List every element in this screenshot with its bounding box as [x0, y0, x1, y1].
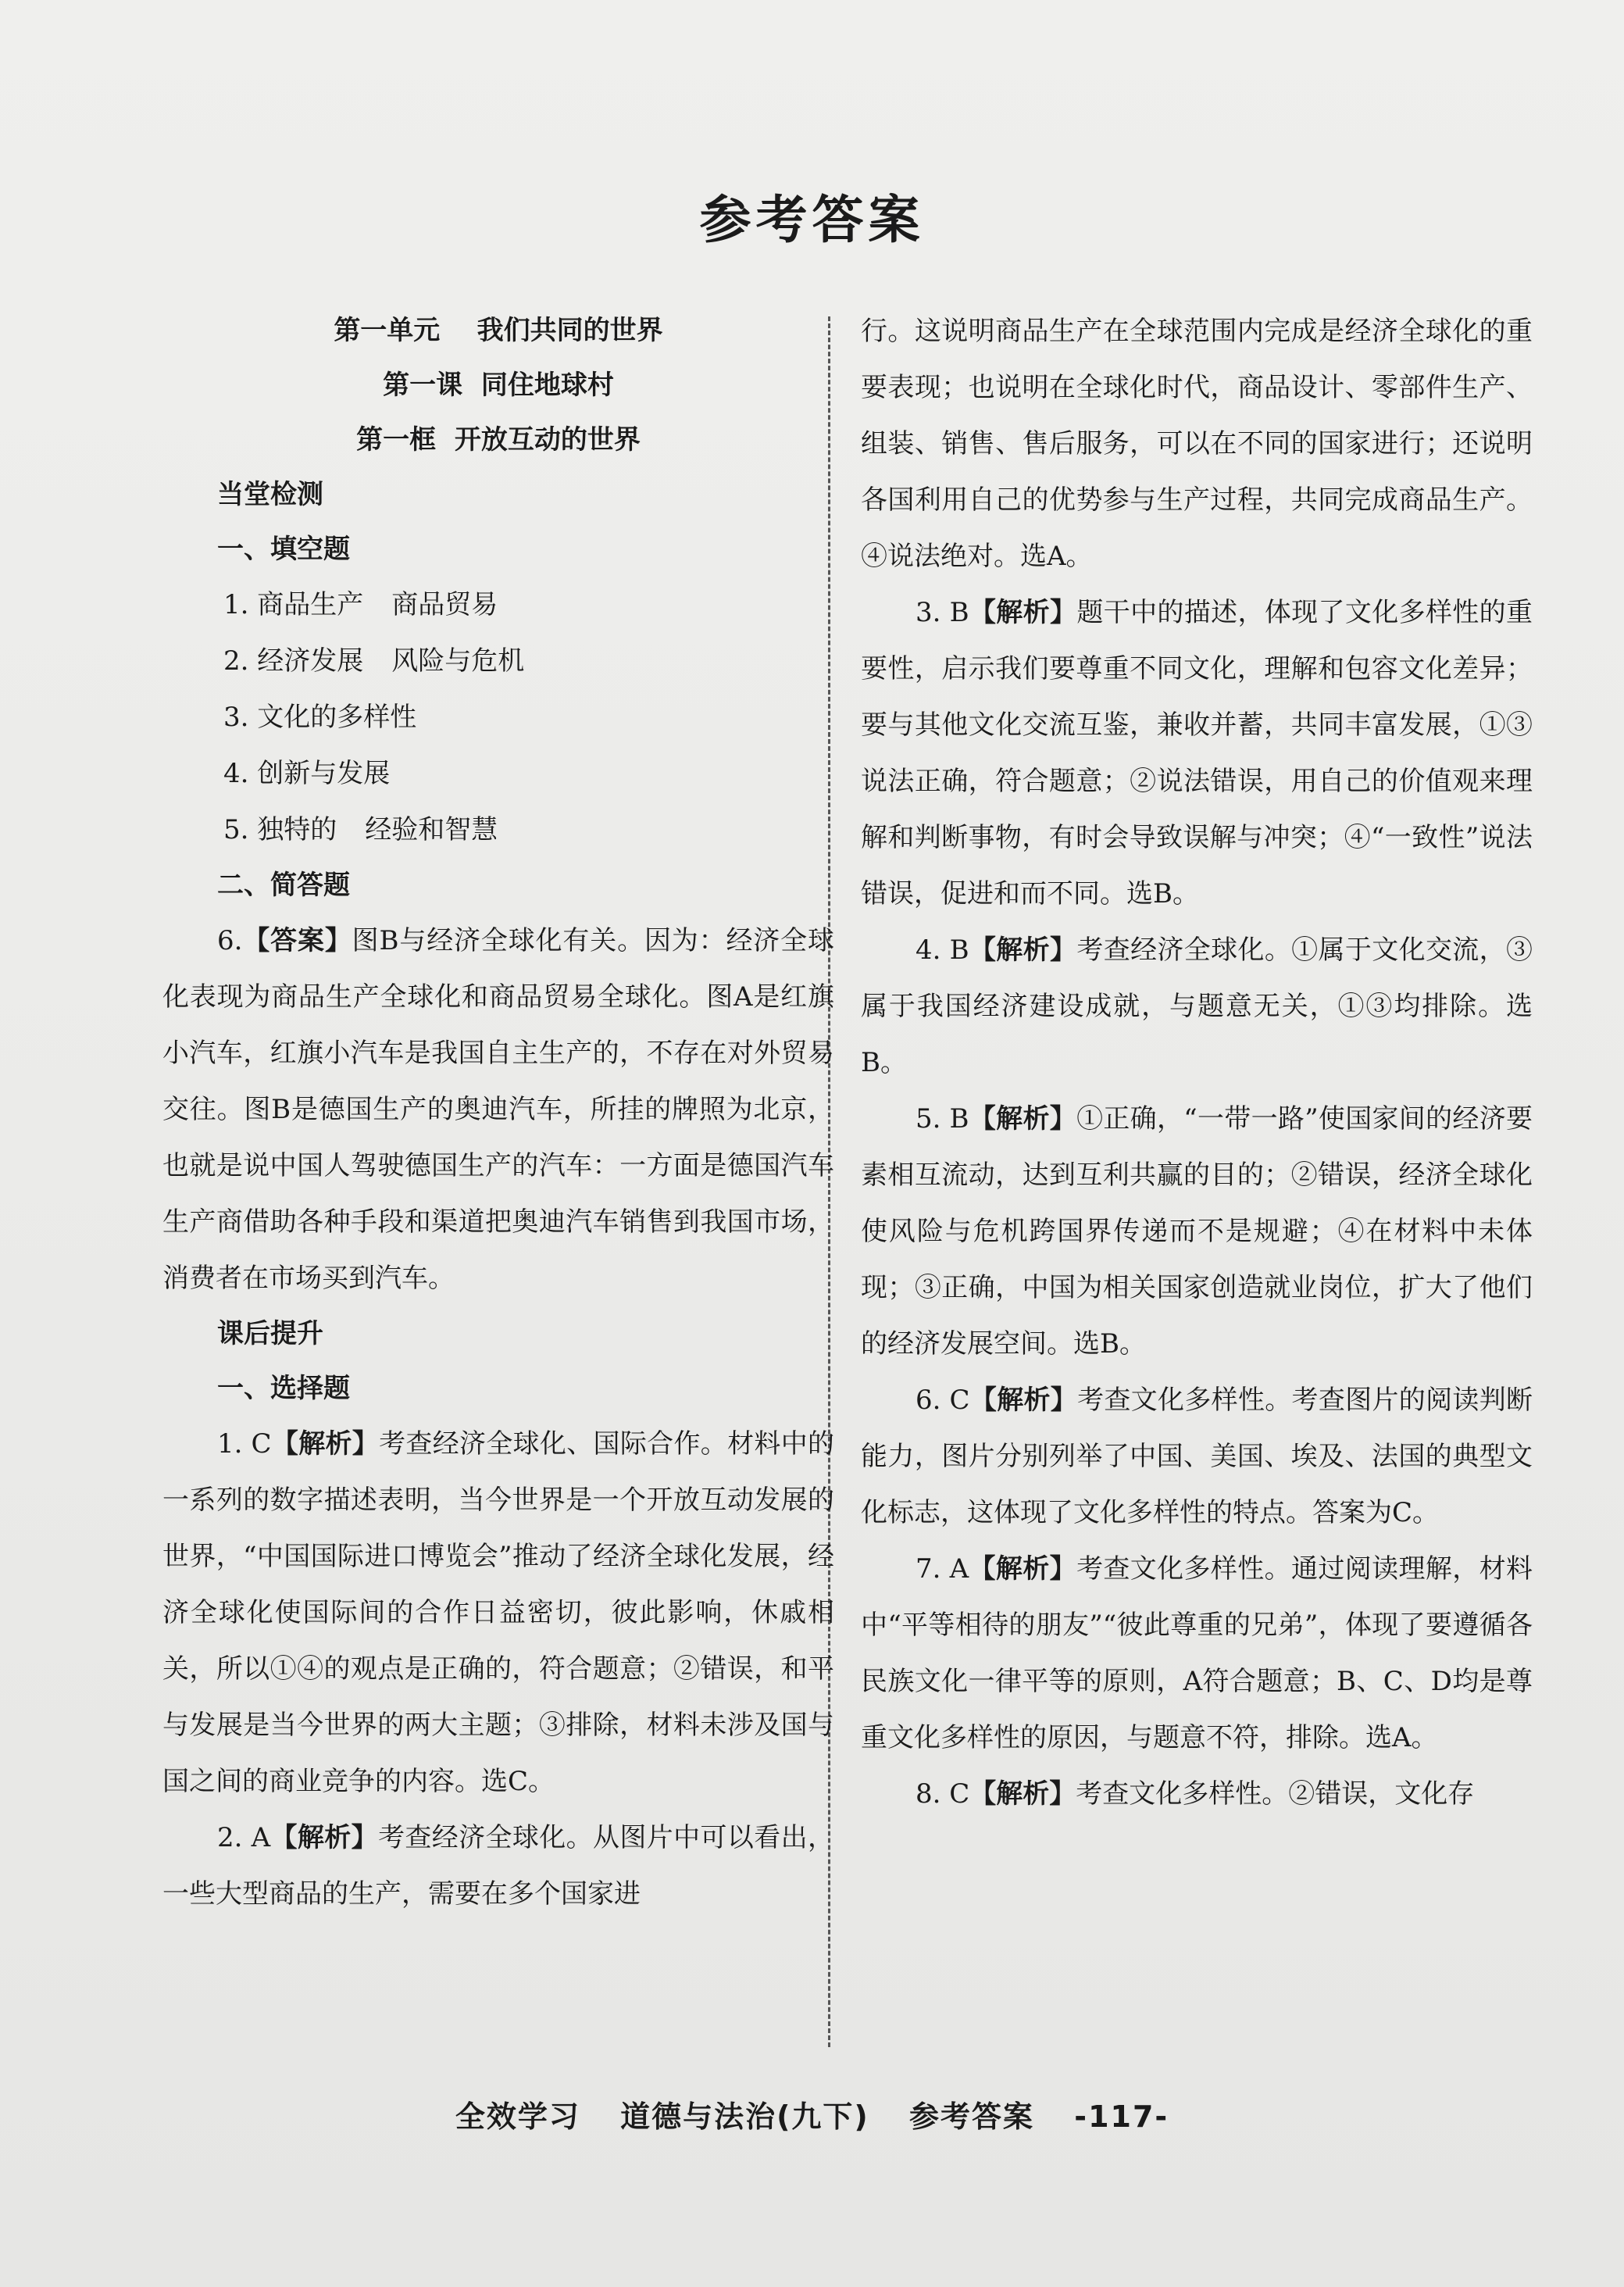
lesson-heading: 第一课 同住地球村: [383, 370, 614, 401]
answer-q2-continued: 行。这说明商品生产在全球范围内完成是经济全球化的重要表现；也说明在全球化时代，商品设计、零部件生产、组装、销售、售后服务，可以在不同的国家进行；还说明各国利用自己的优势参与生产过程，共同完成商品生产。④说法绝对。选A。: [861, 316, 1533, 572]
page-title: 参考答案: [699, 190, 925, 250]
answer-q3: 3. B【解析】题干中的描述，体现了文化多样性的重要性，启示我们要尊重不同文化，理解和包容文化差异；要与其他文化交流互鉴，兼收并蓄，共同丰富发展，①③说法正确，符合题意；②说法错误，用自己的价值观来理解和判断事物，有时会导致误解与冲突；④“一致性”说法错误，促进和而不同。选B。: [861, 597, 1533, 909]
left-column: [162, 303, 834, 1922]
answer-q6: 6.【答案】图B与经济全球化有关。因为：经济全球化表现为商品生产全球化和商品贸易全球化。图A是红旗小汽车，红旗小汽车是我国自主生产的，不存在对外贸易交往。图B是德国生产的奥迪汽车，所挂的牌照为北京，也就是说中国人驾驶德国生产的汽车：一方面是德国汽车生产商借助各种手段和渠道把奥迪汽车销售到我国市场，消费者在市场买到汽车。: [162, 925, 834, 1294]
footer-subject: 道德与法治(九下): [620, 2099, 869, 2134]
choice-heading: 一、选择题: [217, 1373, 350, 1404]
frame-heading: 第一框 开放互动的世界: [356, 424, 641, 456]
answer-q8: 8. C【解析】考查文化多样性。②错误，文化存: [916, 1778, 1475, 1810]
short-answer-heading: 二、简答题: [217, 870, 350, 901]
answer-q2: 2. A【解析】考查经济全球化。从图片中可以看出，一些大型商品的生产，需要在多个国家进: [162, 1822, 835, 1910]
fill-heading: 一、填空题: [217, 534, 350, 565]
answer-q7: 7. A【解析】考查文化多样性。通过阅读理解，材料中“平等相待的朋友”“彼此尊重的兄弟”，体现了要遵循各民族文化一律平等的原则，A符合题意；B、C、D均是尊重文化多样性的原因，与题意不符，排除。选A。: [861, 1553, 1533, 1753]
right-column: [861, 303, 1533, 1822]
answer-q5: 5. B【解析】①正确，“一带一路”使国家间的经济要素相互流动，达到互利共赢的目的；②错误，经济全球化使风险与危机跨国界传递而不是规避；④在材料中未体现；③正确，中国为相关国家创造就业岗位，扩大了他们的经济发展空间。选B。: [861, 1103, 1533, 1360]
fill-answer-5: 5. 独特的 经验和智慧: [223, 814, 498, 845]
answer-q6-choice: 6. C【解析】考查文化多样性。考查图片的阅读判断能力，图片分别列举了中国、美国、埃及、法国的典型文化标志，这体现了文化多样性的特点。答案为C。: [861, 1385, 1533, 1528]
answer-q4: 4. B【解析】考查经济全球化。①属于文化交流，③属于我国经济建设成就，与题意无关，①③均排除。选B。: [861, 934, 1533, 1078]
footer-label: 参考答案: [909, 2099, 1035, 2134]
section-in-class: 当堂检测: [217, 479, 323, 510]
page-number: -117-: [1074, 2099, 1169, 2134]
fill-answer-4: 4. 创新与发展: [223, 758, 391, 789]
fill-answer-2: 2. 经济发展 风险与危机: [223, 645, 525, 677]
section-after-class: 课后提升: [217, 1318, 323, 1349]
fill-answer-3: 3. 文化的多样性: [223, 702, 417, 733]
page-footer: [0, 2092, 1624, 2135]
footer-brand: 全效学习: [455, 2099, 580, 2134]
fill-answer-1: 1. 商品生产 商品贸易: [223, 589, 498, 620]
unit-heading: 第一单元 我们共同的世界: [334, 315, 663, 346]
answer-q1: 1. C【解析】考查经济全球化、国际合作。材料中的一系列的数字描述表明，当今世界是一个开放互动发展的世界，“中国国际进口博览会”推动了经济全球化发展，经济全球化使国际间的合作日益密切，彼此影响，休戚相关，所以①④的观点是正确的，符合题意；②错误，和平与发展是当今世界的两大主题；③排除，材料未涉及国与国之间的商业竞争的内容。选C。: [162, 1428, 835, 1797]
